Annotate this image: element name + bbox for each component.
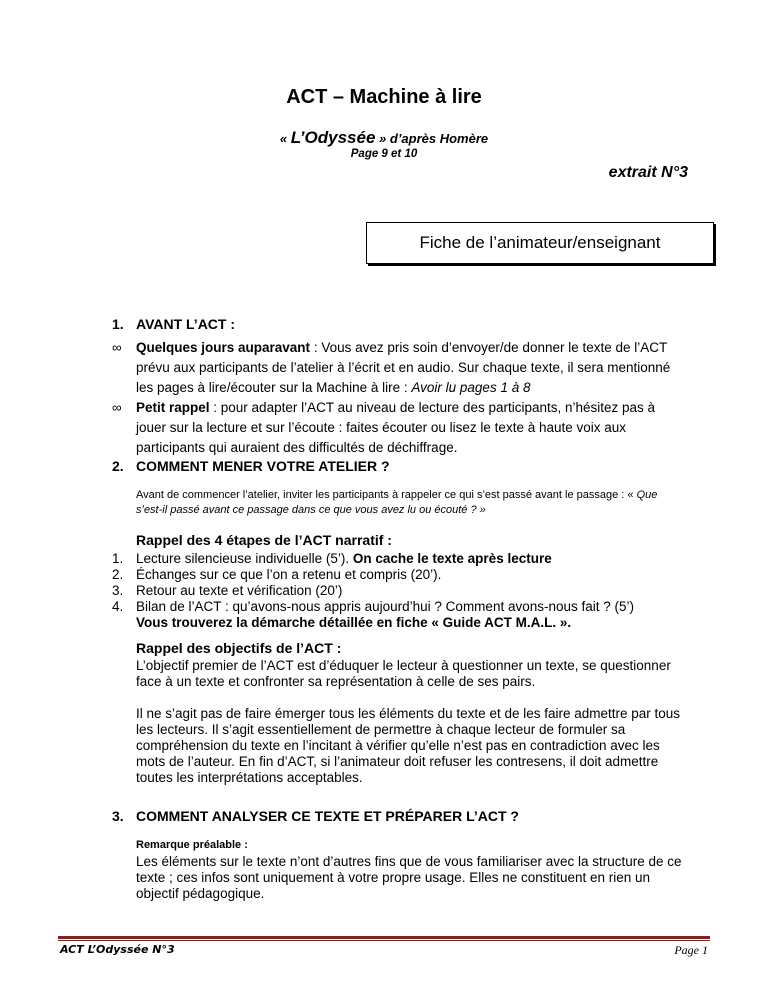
objectives-paragraph-1: L’objectif premier de l’ACT est d’éduquer le lecteur à questionner un texte, se questionner face à un texte et confronter sa représentation à celle de ses pairs. bbox=[136, 658, 671, 689]
step-item bbox=[112, 599, 696, 615]
step-number: 1. bbox=[112, 551, 124, 566]
intro-question: Que s’est-il passé avant ce passage dans ce que vous avez lu ou écouté ? » bbox=[136, 489, 658, 516]
section1-number: 1. bbox=[112, 316, 124, 332]
list-item bbox=[112, 338, 682, 398]
page-reference: Page 9 et 10 bbox=[350, 148, 418, 160]
item-text: : Vous avez pris soin d’envoyer/de donner le texte de l’ACT prévu aux participants de l’atelier à l’écrit et en audio. Sur chaque texte, il sera mentionné les pages à lire/écouter sur la Machine à lire : bbox=[136, 340, 671, 395]
step-item bbox=[112, 551, 696, 567]
section3-number: 3. bbox=[112, 808, 124, 824]
intro-text: Avant de commencer l’atelier, inviter les participants à rappeler ce qui s’est passé avant le passage : « bbox=[136, 489, 637, 501]
steps-note bbox=[136, 615, 696, 631]
section2-number: 2. bbox=[112, 458, 124, 474]
section3-title: COMMENT ANALYSER CE TEXTE ET PRÉPARER L’ACT ? bbox=[136, 808, 519, 824]
step-number: 3. bbox=[112, 583, 124, 598]
remark-text: Les éléments sur le texte n’ont d’autres fins que de vous familiariser avec la structure de ce texte ; ces infos sont uniquement à votre propre usage. Elles ne constituent en rien un objectif pédagogique. bbox=[136, 854, 682, 901]
extrait-label: extrait N°3 bbox=[608, 164, 688, 181]
section1-title: AVANT L’ACT : bbox=[136, 316, 236, 332]
infinity-bullet-icon: ∞ bbox=[112, 340, 122, 355]
subtitle-open: « bbox=[279, 131, 291, 146]
steps-heading: Rappel des 4 étapes de l’ACT narratif : bbox=[136, 532, 392, 548]
footer-rule bbox=[58, 936, 710, 939]
fiche-box bbox=[366, 222, 714, 264]
objectives-heading: Rappel des objectifs de l’ACT : bbox=[136, 640, 342, 656]
item-text: : pour adapter l’ACT au niveau de lecture des participants, n’hésitez pas à jouer sur la lecture et sur l’écoute : faites écouter ou lisez le texte à haute voix aux participants qui auraient des difficultés de déchiffrage. bbox=[136, 400, 656, 455]
item-bold: Petit rappel bbox=[136, 400, 210, 415]
step-bold: On cache le texte après lecture bbox=[352, 551, 552, 566]
step-text: Bilan de l’ACT : qu’avons-nous appris aujourd’hui ? Comment avons-nous fait ? (5’) bbox=[136, 599, 635, 614]
step-text: Retour au texte et vérification (20’) bbox=[136, 583, 343, 598]
item-italic: Avoir lu pages 1 à 8 bbox=[411, 380, 531, 395]
step-text: Lecture silencieuse individuelle (5’). bbox=[136, 551, 353, 566]
section2-title: COMMENT MENER VOTRE ATELIER ? bbox=[136, 458, 390, 474]
subtitle-author: » d’après Homère bbox=[375, 131, 489, 146]
step-number: 4. bbox=[112, 599, 124, 614]
section2-heading bbox=[112, 458, 390, 474]
document-title: ACT – Machine à lire bbox=[286, 86, 482, 108]
section2-intro bbox=[136, 488, 686, 518]
step-text: Échanges sur ce que l’on a retenu et compris (20’). bbox=[136, 567, 442, 582]
steps-note-text: Vous trouverez la démarche détaillée en fiche « Guide ACT M.A.L. ». bbox=[136, 615, 572, 630]
list-item bbox=[112, 398, 682, 458]
infinity-bullet-icon: ∞ bbox=[112, 400, 122, 415]
step-item bbox=[112, 583, 696, 599]
fiche-label: Fiche de l’animateur/enseignant bbox=[419, 233, 661, 252]
document-subtitle bbox=[0, 128, 768, 148]
footer-page-number: Page 1 bbox=[674, 943, 708, 957]
objectives-paragraph-2: Il ne s’agit pas de faire émerger tous les éléments du texte et de les faire admettre par tous les lecteurs. Il s’agit essentiellement de permettre à chaque lecteur de formuler sa compréhension du texte en l’incitant à vérifier qu’elle n’est pas en contradiction avec les mots de l’auteur. En fin d’ACT, si l’animateur doit refuser les contresens, il doit admettre toutes les interprétations acceptables. bbox=[136, 706, 681, 785]
section3-heading bbox=[112, 808, 519, 824]
step-number: 2. bbox=[112, 567, 124, 582]
remark-label: Remarque préalable : bbox=[136, 839, 248, 851]
book-title: L’Odyssée bbox=[290, 128, 376, 147]
steps-list bbox=[112, 551, 696, 631]
section1-heading bbox=[112, 316, 236, 332]
section1-list bbox=[112, 338, 682, 458]
footer-rule-thin bbox=[58, 940, 710, 941]
item-bold: Quelques jours auparavant bbox=[136, 340, 311, 355]
footer-document-name: ACT L’Odyssée N°3 bbox=[60, 943, 175, 956]
step-item bbox=[112, 567, 696, 583]
